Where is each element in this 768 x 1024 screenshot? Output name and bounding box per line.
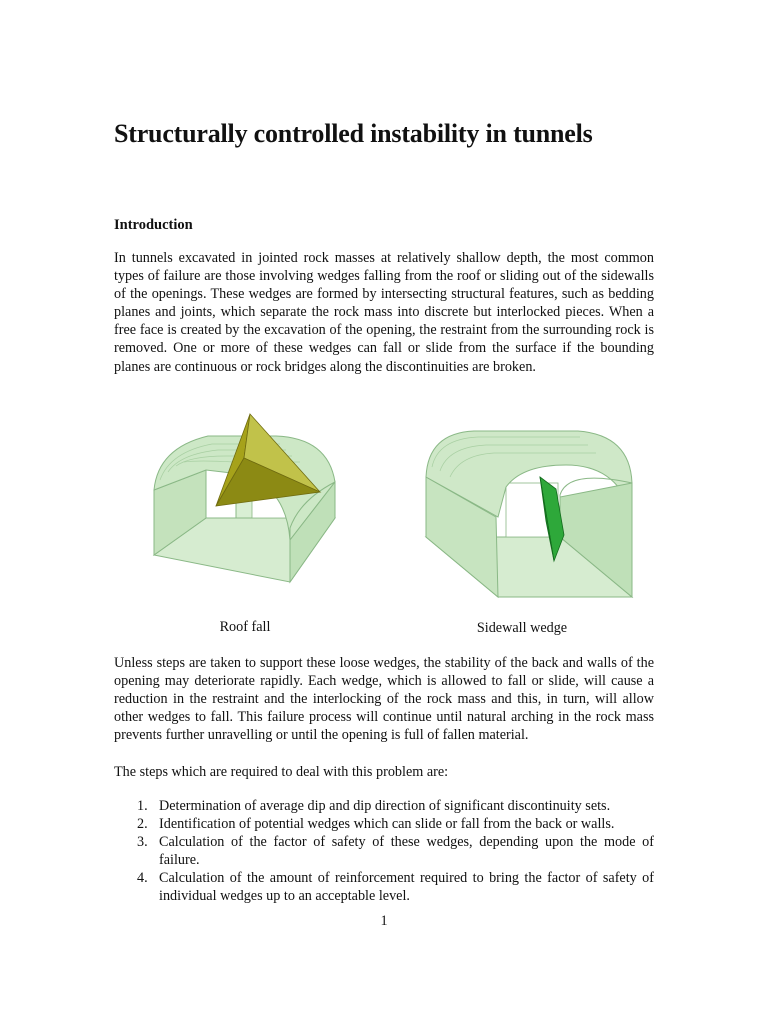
list-item-number: 3. — [137, 834, 148, 850]
tunnel-sidewall-wedge-figure — [418, 425, 640, 603]
tunnel-roof-wedge-figure — [150, 410, 345, 602]
intro-paragraph: In tunnels excavated in jointed rock masses at relatively shallow depth, the most common types of failure are those involving wedges falling from the roof or sliding out of the sidewalls of the openings. These wedges are formed by intersecting structural features, such as bedding planes and joints, which separate the rock mass into discrete but interlocked pieces. When a free face is created by the excavation of the opening, the restraint from the surrounding rock is removed. One or more of these wedges can fall or slide from the surface if the bounding planes are continuous or rock bridges along the discontinuities are broken. — [114, 250, 654, 375]
list-item-text: Calculation of the amount of reinforcement required to bring the factor of safety of individual wedges up to an acceptable level. — [159, 870, 654, 904]
section-heading-introduction: Introduction — [114, 217, 193, 233]
list-item-text: Identification of potential wedges which can slide or fall from the back or walls. — [159, 816, 615, 832]
list-item-number: 2. — [137, 816, 148, 832]
list-item-number: 1. — [137, 798, 148, 814]
support-paragraph: Unless steps are taken to support these loose wedges, the stability of the back and walls of the opening may deteriorate rapidly. Each wedge, which is allowed to fall or slide, will cause a reduction in the restraint and the interlocking of the rock mass and this, in turn, will allow other wedges to fall. This failure process will continue until natural arching in the rock mass prevents further unravelling or until the opening is full of fallen material. — [114, 655, 654, 744]
list-item — [114, 815, 654, 833]
page-number: 1 — [380, 913, 388, 929]
figure-caption-roof-fall: Roof fall — [219, 619, 271, 635]
list-item-text: Calculation of the factor of safety of these wedges, depending upon the mode of failure. — [159, 834, 654, 868]
list-item — [114, 869, 654, 905]
list-item — [114, 833, 654, 869]
steps-list — [114, 797, 654, 905]
list-item-number: 4. — [137, 870, 148, 886]
steps-intro-paragraph: The steps which are required to deal with this problem are: — [114, 764, 449, 780]
list-item — [114, 797, 654, 815]
document-title: Structurally controlled instability in tunnels — [114, 119, 593, 148]
figure-caption-sidewall-wedge: Sidewall wedge — [476, 620, 568, 636]
list-item-text: Determination of average dip and dip direction of significant discontinuity sets. — [159, 798, 611, 814]
